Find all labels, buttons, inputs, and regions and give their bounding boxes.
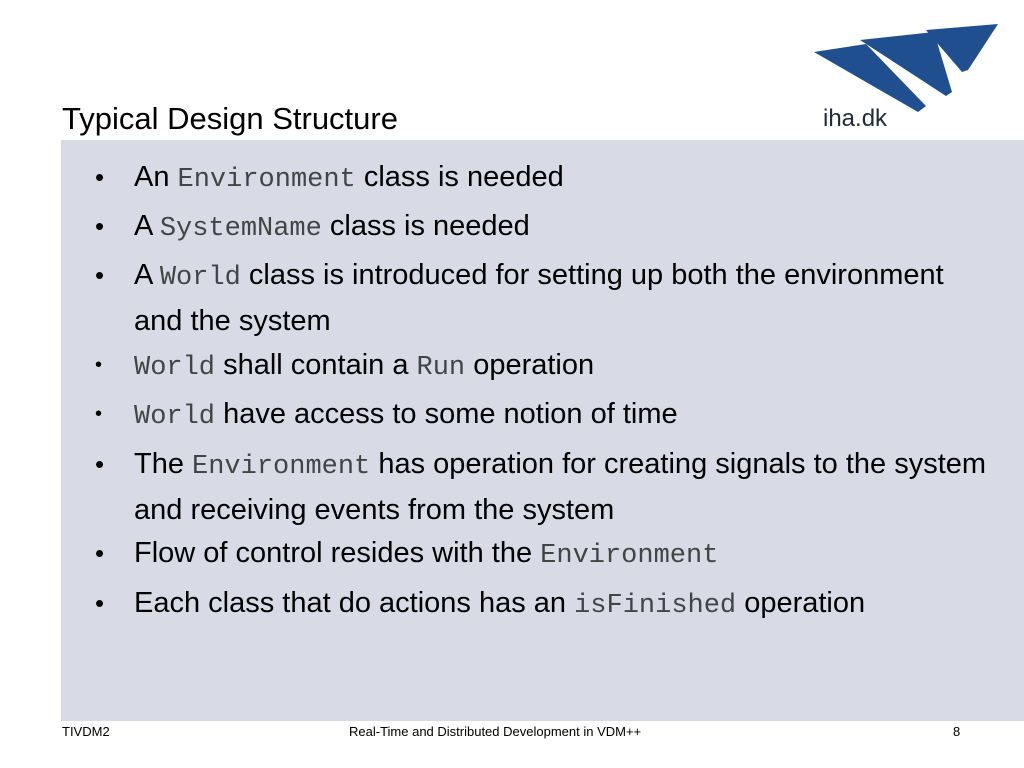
footer-page-number: 8 (953, 724, 961, 739)
bullet-dot: • (95, 260, 105, 290)
bullet-text: The (134, 448, 193, 480)
logo-text: iha.dk (823, 105, 888, 132)
bullet-text: have access to some notion of time (215, 398, 678, 430)
footer-course-title: Real-Time and Distributed Development in VDM++ (349, 724, 642, 739)
code-term: World (159, 263, 241, 293)
bullet-text: class is needed (355, 161, 564, 193)
content-panel (61, 140, 1024, 721)
bullet-dot: • (95, 588, 105, 618)
footer-course-code: TIVDM2 (62, 724, 110, 739)
bullet-text: class is needed (321, 210, 530, 242)
bullet-dot: • (95, 449, 105, 479)
bullet-dot: • (95, 162, 105, 192)
bullet-text: Each class that do actions has an (134, 587, 575, 619)
slide-title: Typical Design Structure (62, 101, 398, 136)
bullet-text: An (134, 161, 178, 193)
bullet-text: A (134, 210, 160, 242)
bullet-text: A (134, 259, 160, 291)
bullet-dot: • (95, 538, 105, 568)
code-term: World (134, 402, 216, 432)
bullet-text: operation (465, 349, 595, 381)
bullet-dot: • (95, 354, 103, 376)
code-term: World (134, 353, 216, 383)
code-term: isFinished (574, 591, 737, 621)
bullet-text: has operation for creating signals to the system and receiving events from the system (134, 448, 987, 526)
bullet-text: Flow of control resides with the (134, 537, 541, 569)
bullet-text: shall contain a (215, 349, 417, 381)
code-term: Environment (177, 165, 356, 195)
code-term: Run (416, 353, 466, 383)
bullet-text: operation (736, 587, 866, 619)
bullet-text: class is introduced for setting up both the environment and the system (134, 259, 944, 337)
bullet-dot: • (95, 211, 105, 241)
code-term: Environment (540, 541, 719, 571)
code-term: SystemName (159, 214, 322, 244)
code-term: Environment (192, 452, 371, 482)
bullet-dot: • (95, 403, 103, 425)
